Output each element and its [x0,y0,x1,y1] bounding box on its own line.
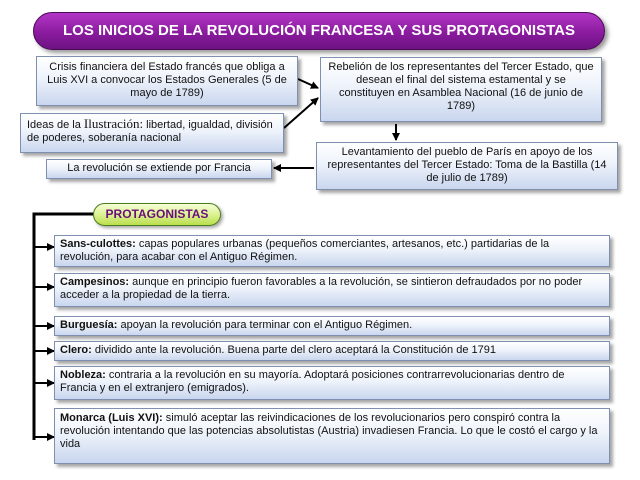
protagonist-text: simuló aceptar las reivindicaciones de los revolucionarios pero conspiró contra la revolución intentando que las potencias absolutistas (Austria) invadiesen Francia. Lo que le costó el cargo y la vida [60,412,598,450]
rebelion-box [320,57,602,122]
ideas-word: Ilustración: [83,116,144,131]
rebelion-text: Rebelión de los representantes del Tercer Estado, que desean el final del sistema estamental y se constituyen en Asamblea Nacional (16 de junio de 1789) [328,61,594,112]
protagonist-name: Nobleza: [60,369,106,381]
ideas-box [20,113,284,153]
protagonist-box-campesinos [54,273,610,307]
protagonist-text: contraria a la revolución en su mayoría. Adoptará posiciones contrarrevolucionarias dentro de Francia y en el extranjero (emigrados). [60,369,565,394]
protagonist-name: Sans-culottes: [60,238,136,250]
protagonist-box-monarca [54,408,610,464]
protagonist-name: Monarca (Luis XVI): [60,412,163,424]
protagonist-box-clero [54,341,610,361]
protagonist-name: Burguesía: [60,319,118,331]
crisis-text: Crisis financiera del Estado francés que obliga a Luis XVI a convocar los Estados Generales (5 de mayo de 1789) [47,61,287,99]
protagonist-name: Clero: [60,344,92,356]
protagonist-text: apoyan la revolución para terminar con el Antiguo Régimen. [117,319,413,331]
ideas-text-pre: Ideas de la [27,119,84,131]
arrow-crisis-rebelion [298,79,318,88]
bastilla-box [316,142,618,190]
protagonist-text: aunque en principio fueron favorables a la revolución, se sintieron defraudados por no poder acceder a la propiedad de la tierra. [60,276,583,301]
protagonist-box-sans-culottes [54,235,610,267]
ideas-text-post: libertad, igualdad, división de poderes, soberanía nacional [27,119,273,144]
protagonist-box-burguesia [54,316,610,336]
protagonist-name: Campesinos: [60,276,130,288]
protagonist-box-nobleza [54,366,610,400]
protagonistas-label: PROTAGONISTAS [93,203,221,226]
protagonist-text: dividido ante la revolución. Buena parte del clero aceptará la Constitución de 1791 [91,344,496,356]
page-title: LOS INICIOS DE LA REVOLUCIÓN FRANCESA Y SUS PROTAGONISTAS [33,12,605,50]
extiende-box [46,159,272,179]
crisis-box [36,56,298,106]
protagonist-text: capas populares urbanas (pequeños comerciantes, artesanos, etc.) partidarias de la revolución, para acabar con el Antiguo Régimen. [60,238,550,263]
extiende-text: La revolución se extiende por Francia [67,162,251,174]
bastilla-text: Levantamiento del pueblo de París en apoyo de los representantes del Tercer Estado: Toma de la Bastilla (14 de julio de 1789) [327,146,607,184]
